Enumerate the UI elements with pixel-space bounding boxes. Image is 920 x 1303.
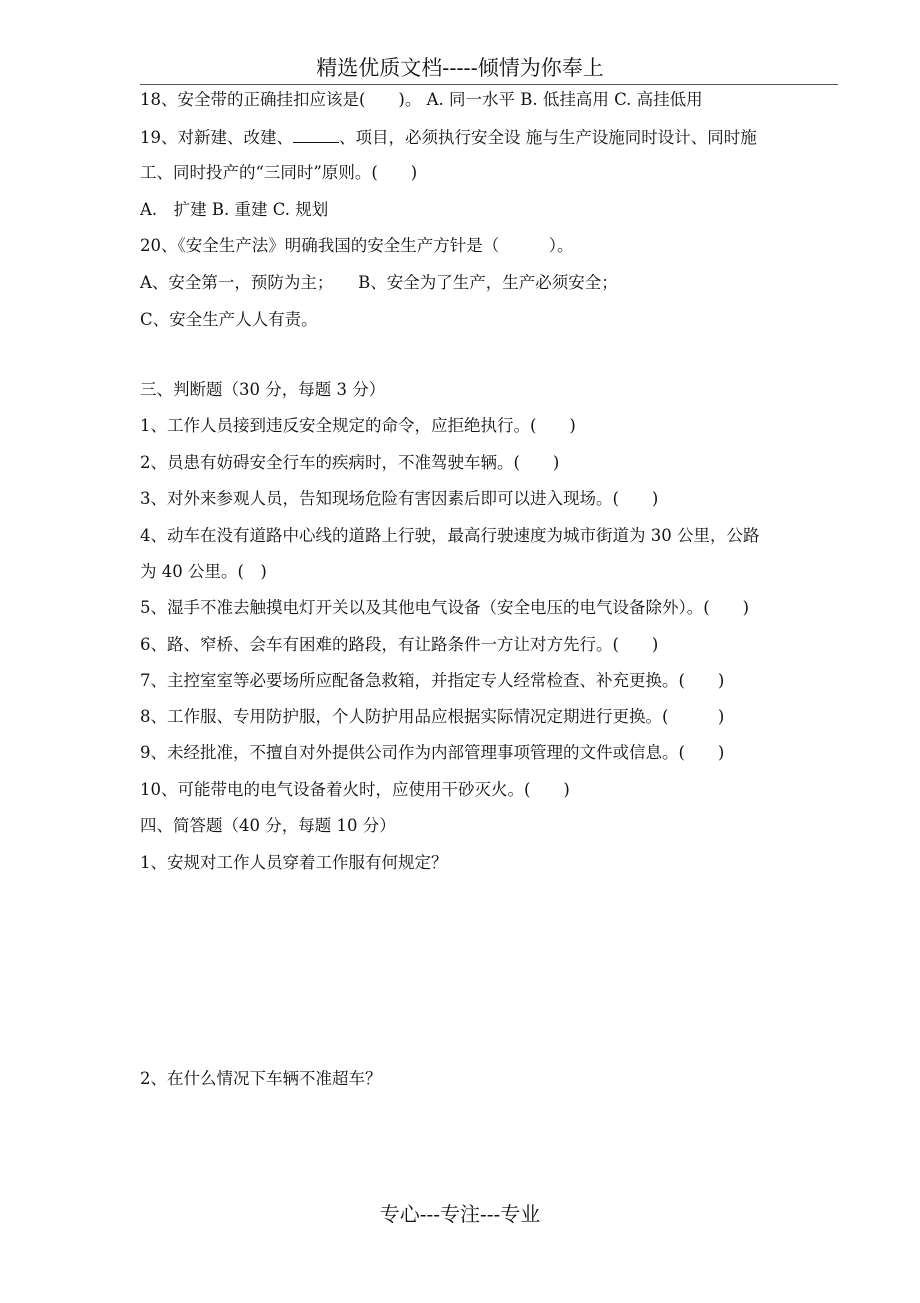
short-answer-1: 1、安规对工作人员穿着工作服有何规定？ [140, 853, 448, 872]
question-19-continued: 工、同时投产的“三同时”原则。( ) [140, 163, 418, 182]
question-19-end: 、项目，必须执行安全设 施与生产设施同时设计、同时施 [339, 128, 757, 147]
judgment-6: 6、路、窄桥、会车有困难的路段，有让路条件一方让对方先行。( ) [140, 635, 659, 654]
question-20: 20、《安全生产法》明确我国的安全生产方针是（ ）。 [140, 236, 574, 255]
question-19-start: 19、对新建、改建、 [140, 128, 293, 147]
question-18: 18、安全带的正确挂扣应该是( )。 A. 同一水平 B. 低挂高用 C. 高挂低用 [140, 90, 703, 109]
judgment-8: 8、工作服、专用防护服，个人防护用品应根据实际情况定期进行更换。( ) [140, 707, 725, 726]
judgment-4: 4、动车在没有道路中心线的道路上行驶，最高行驶速度为城市街道为 30 公里，公路 [140, 526, 760, 545]
judgment-1: 1、工作人员接到违反安全规定的命令，应拒绝执行。( ) [140, 416, 576, 435]
fill-blank [293, 126, 339, 143]
section-judgment-title: 三、判断题（30 分，每题 3 分） [140, 380, 386, 399]
judgment-3: 3、对外来参观人员，告知现场危险有害因素后即可以进入现场。( ) [140, 489, 659, 508]
header-divider [140, 84, 838, 85]
question-19-options: A. 扩建 B. 重建 C. 规划 [140, 200, 329, 219]
page-footer: 专心---专注---专业 [379, 1202, 541, 1226]
judgment-7: 7、主控室室等必要场所应配备急救箱，并指定专人经常检查、补充更换。( ) [140, 671, 725, 690]
question-20-options-ab: A、安全第一，预防为主； B、安全为了生产，生产必须安全； [140, 273, 618, 292]
question-20-option-c: C、安全生产人人有责。 [140, 310, 318, 329]
judgment-9: 9、未经批准，不擅自对外提供公司作为内部管理事项管理的文件或信息。( ) [140, 743, 725, 762]
judgment-5: 5、湿手不准去触摸电灯开关以及其他电气设备（安全电压的电气设备除外）。( ) [140, 598, 750, 617]
short-answer-2: 2、在什么情况下车辆不准超车？ [140, 1069, 382, 1088]
judgment-2: 2、员患有妨碍安全行车的疾病时，不准驾驶车辆。( ) [140, 453, 560, 472]
judgment-10: 10、可能带电的电气设备着火时，应使用干砂灭火。( ) [140, 780, 570, 799]
page-header: 精选优质文档-----倾情为你奉上 [316, 56, 604, 80]
question-19 [140, 126, 757, 149]
section-short-answer-title: 四、简答题（40 分，每题 10 分） [140, 816, 396, 835]
judgment-4-continued: 为 40 公里。( ) [140, 562, 267, 581]
